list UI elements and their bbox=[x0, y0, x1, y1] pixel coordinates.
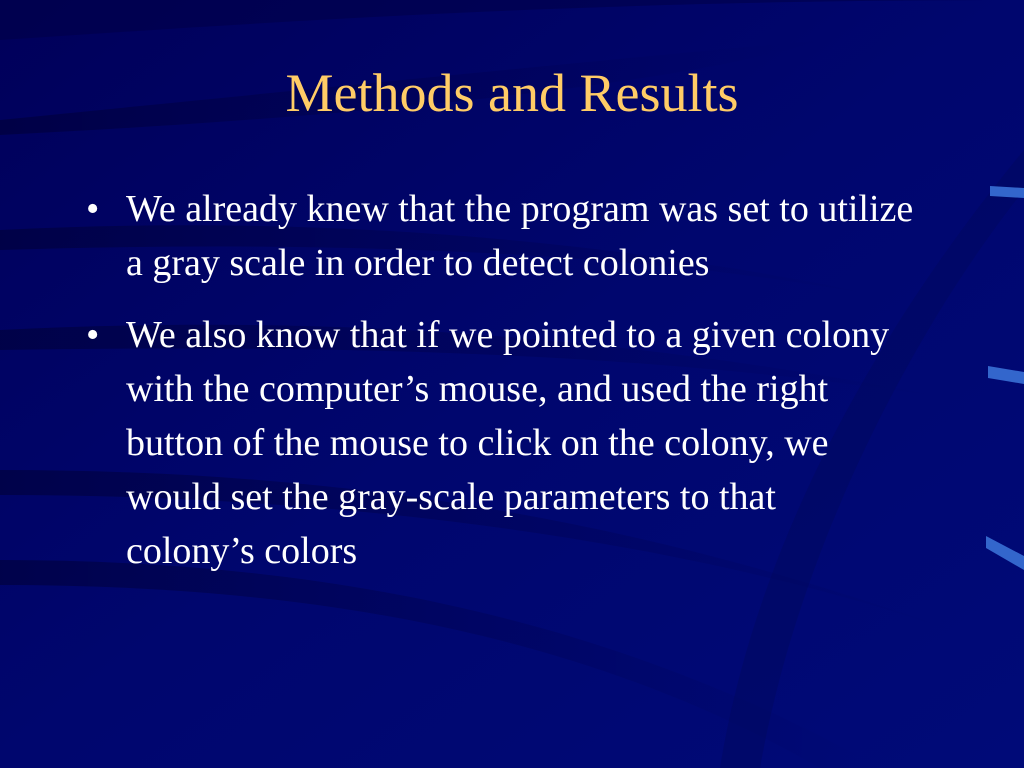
bullet-item bbox=[84, 308, 914, 578]
bullet-text: We already knew that the program was set to utilize a gray scale in order to detect colonies bbox=[126, 188, 914, 284]
bullet-dot-icon: • bbox=[86, 314, 100, 356]
bullet-list bbox=[84, 182, 914, 596]
bullet-item bbox=[84, 182, 914, 290]
bullet-dot-icon: • bbox=[86, 188, 100, 230]
bullet-text: We also know that if we pointed to a given colony with the computer’s mouse, and used the right button of the mouse to click on the colony, we would set the gray-scale parameters to that colony’s colors bbox=[126, 314, 890, 572]
slide-title: Methods and Results bbox=[285, 63, 739, 123]
accent-dash-1 bbox=[990, 186, 1024, 198]
